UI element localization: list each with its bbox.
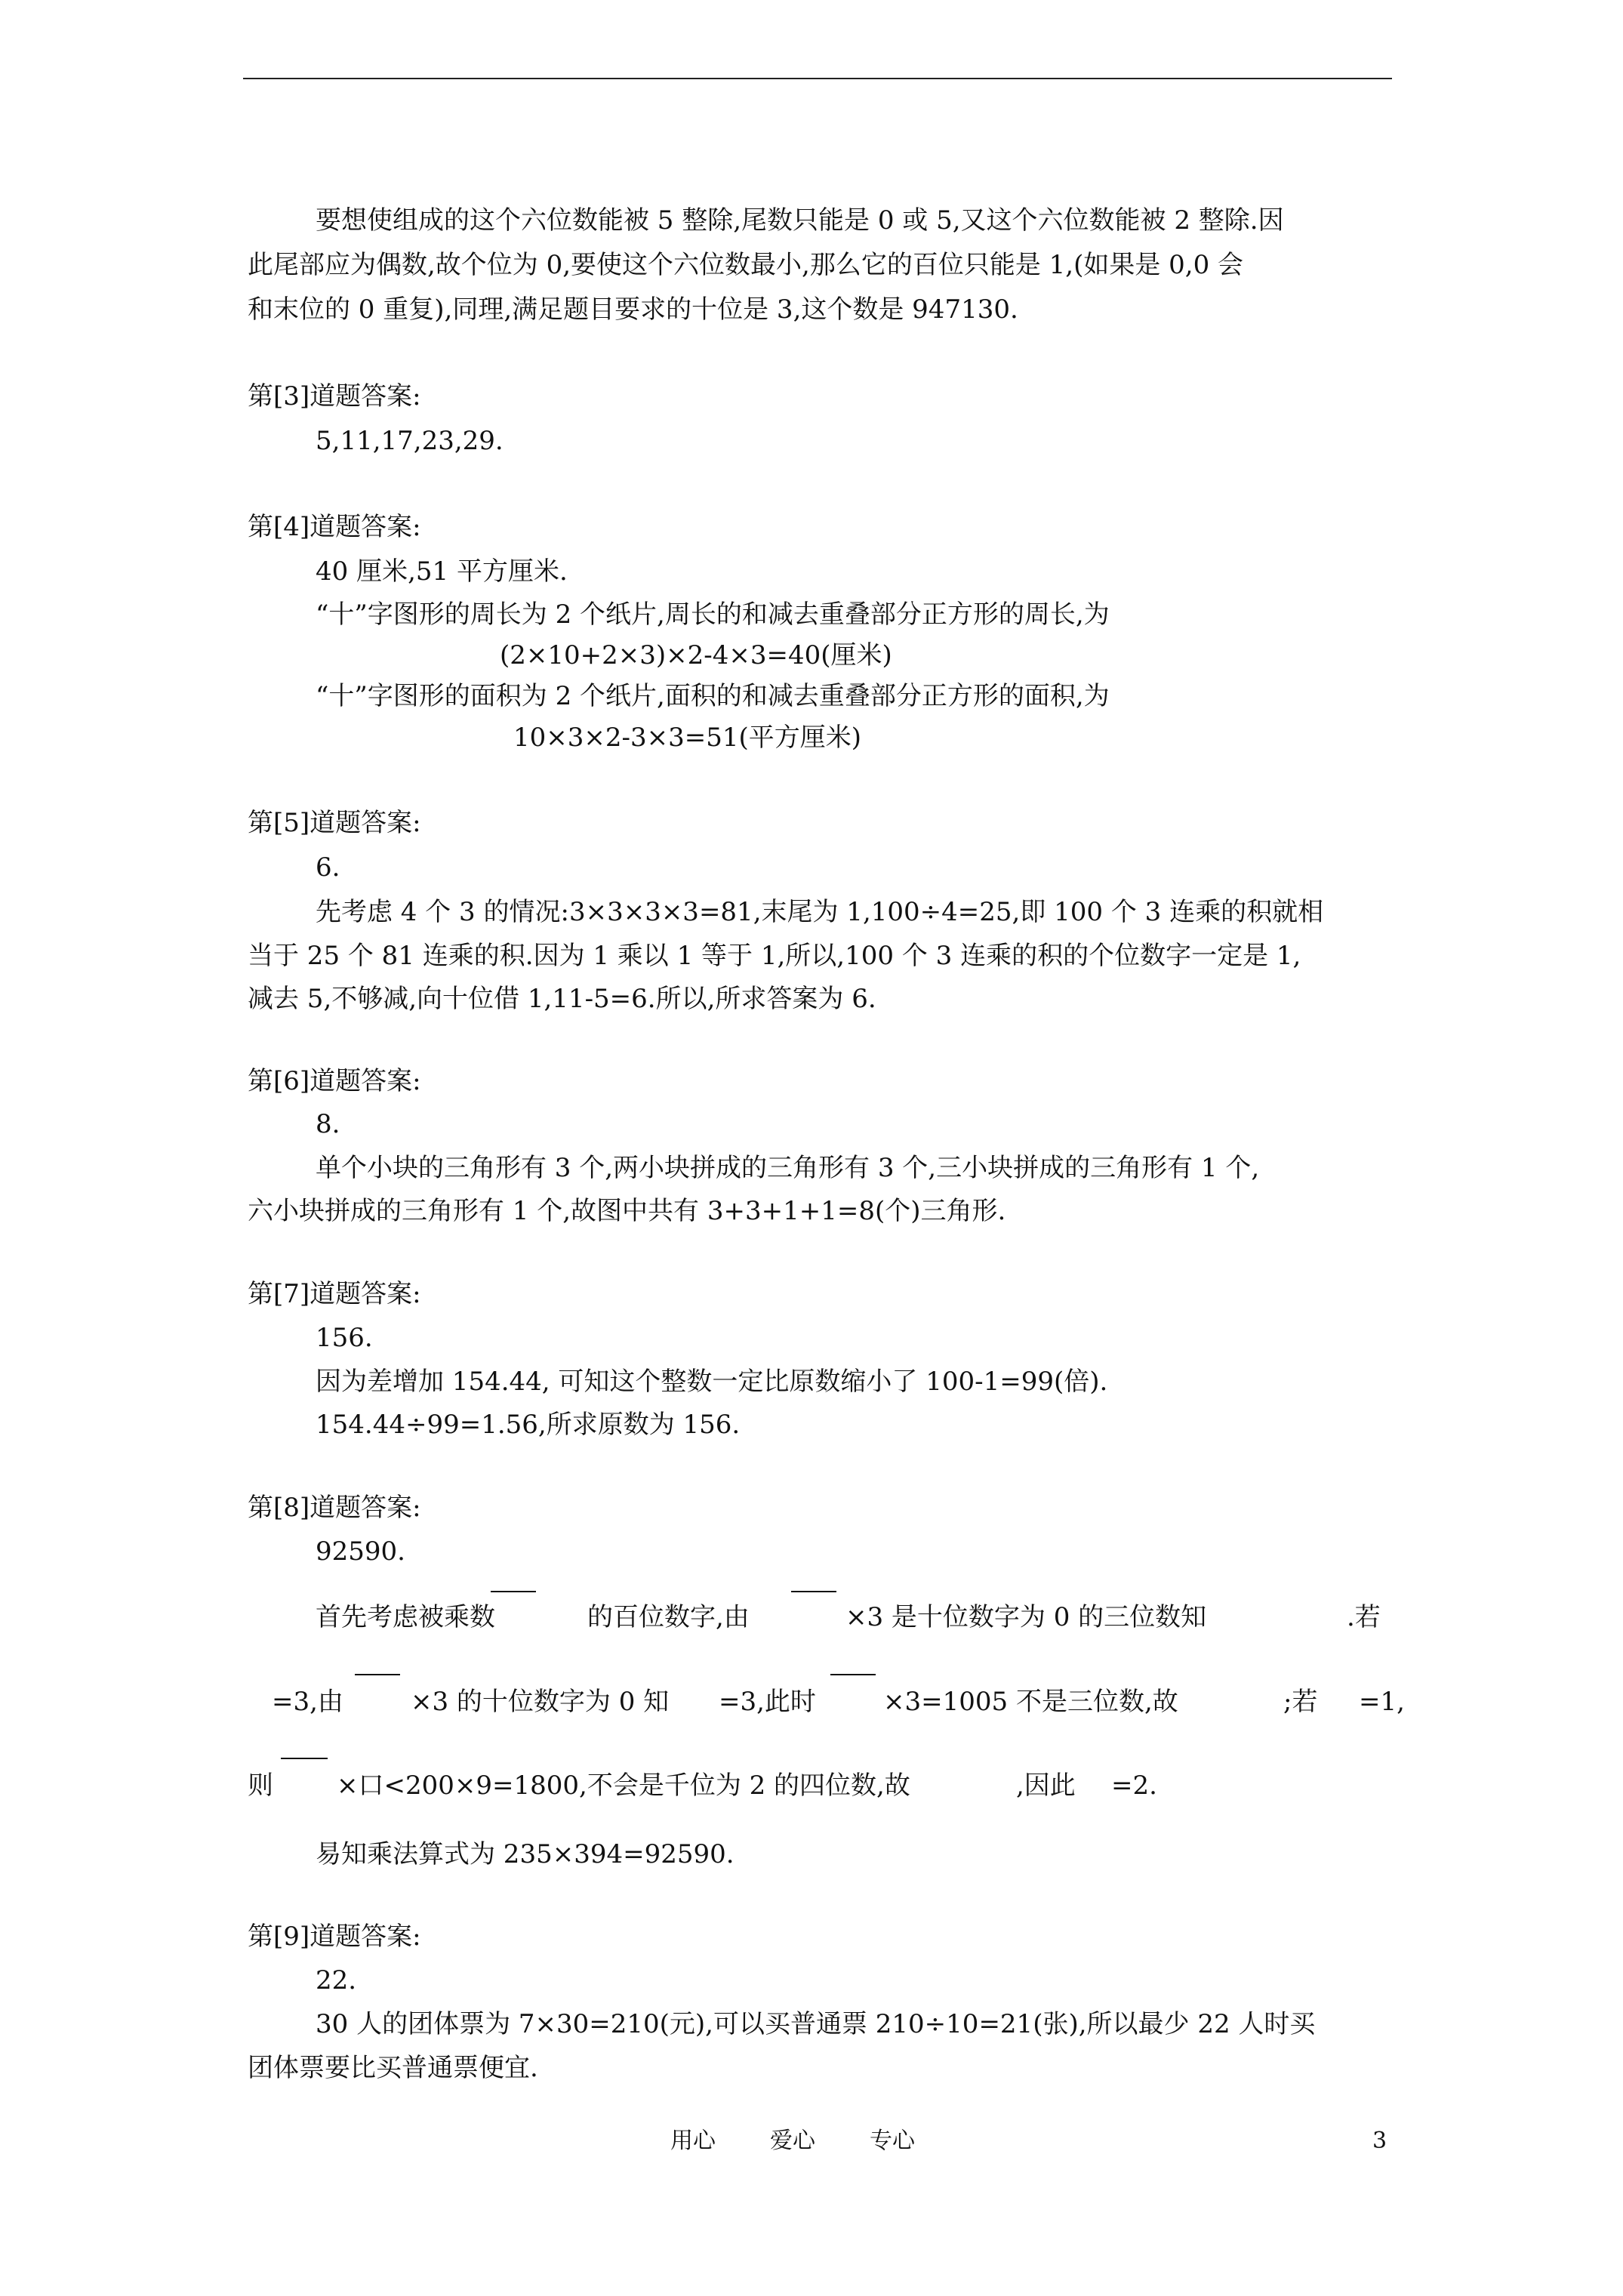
footer-motto-1: 用心	[670, 2128, 716, 2154]
q8-row2-f: =1,	[1359, 1687, 1405, 1717]
q5-line-1: 先考虑 4 个 3 的情况:3×3×3×3=81,末尾为 1,100÷4=25,即 100 个 3 连乘的积就相	[316, 897, 1324, 927]
q8-row3-c: ,因此	[1016, 1771, 1076, 1801]
q8-row2-e: ;若	[1283, 1687, 1318, 1717]
q3-heading: 第[3]道题答案:	[248, 381, 421, 411]
q7-answer: 156.	[316, 1323, 373, 1353]
q6-line-2: 六小块拼成的三角形有 1 个,故图中共有 3+3+1+1=8(个)三角形.	[248, 1196, 1006, 1226]
q4-line-1: “十”字图形的周长为 2 个纸片,周长的和减去重叠部分正方形的周长,为	[316, 599, 1110, 630]
q5-answer: 6.	[316, 852, 340, 883]
q5-line-3: 减去 5,不够减,向十位借 1,11-5=6.所以,所求答案为 6.	[248, 984, 876, 1014]
overline-blank	[791, 1591, 836, 1592]
q6-heading: 第[6]道题答案:	[248, 1066, 421, 1096]
q9-line-1: 30 人的团体票为 7×30=210(元),可以买普通票 210÷10=21(张),所以最少 22 人时买	[316, 2009, 1316, 2039]
header-rule	[243, 78, 1392, 79]
q9-heading: 第[9]道题答案:	[248, 1922, 421, 1952]
q8-row2-c: =3,此时	[719, 1687, 816, 1717]
q7-line-1: 因为差增加 154.44, 可知这个整数一定比原数缩小了 100-1=99(倍).	[316, 1367, 1108, 1397]
q4-formula-1: (2×10+2×3)×2-4×3=40(厘米)	[500, 640, 892, 670]
overline-blank	[281, 1758, 328, 1759]
q8-row3-a: 则	[248, 1771, 273, 1801]
q8-heading: 第[8]道题答案:	[248, 1493, 421, 1523]
footer-motto-3: 专心	[870, 2128, 915, 2154]
intro-line-1: 要想使组成的这个六位数能被 5 整除,尾数只能是 0 或 5,又这个六位数能被 2 整除.因	[316, 205, 1284, 236]
overline-blank	[355, 1674, 400, 1675]
q8-row2-a: =3,由	[272, 1687, 343, 1717]
q8-answer: 92590.	[316, 1536, 405, 1567]
q8-row1-c: ×3 是十位数字为 0 的三位数知	[845, 1602, 1207, 1632]
q8-row3-b: ×口<200×9=1800,不会是千位为 2 的四位数,故	[337, 1771, 910, 1801]
q4-line-2: “十”字图形的面积为 2 个纸片,面积的和减去重叠部分正方形的面积,为	[316, 681, 1110, 711]
q7-line-2: 154.44÷99=1.56,所求原数为 156.	[316, 1410, 741, 1440]
q9-line-2: 团体票要比买普通票便宜.	[248, 2053, 538, 2083]
q8-row1-a: 首先考虑被乘数	[316, 1602, 495, 1632]
q5-heading: 第[5]道题答案:	[248, 808, 421, 838]
q8-final: 易知乘法算式为 235×394=92590.	[316, 1839, 735, 1869]
q6-line-1: 单个小块的三角形有 3 个,两小块拼成的三角形有 3 个,三小块拼成的三角形有 1 个,	[316, 1153, 1260, 1183]
intro-line-2: 此尾部应为偶数,故个位为 0,要使这个六位数最小,那么它的百位只能是 1,(如果是 0,0 会	[248, 250, 1244, 280]
q9-answer: 22.	[316, 1965, 357, 1996]
q8-row1-d: .若	[1347, 1602, 1381, 1632]
overline-blank	[491, 1591, 536, 1592]
q5-line-2: 当于 25 个 81 连乘的积.因为 1 乘以 1 等于 1,所以,100 个 3 连乘的积的个位数字一定是 1,	[248, 941, 1301, 971]
q8-row3-d: =2.	[1111, 1771, 1157, 1801]
q6-answer: 8.	[316, 1109, 340, 1139]
footer-motto-2: 爱心	[770, 2128, 815, 2154]
q3-answer: 5,11,17,23,29.	[316, 426, 504, 456]
q8-row2-b: ×3 的十位数字为 0 知	[411, 1687, 670, 1717]
overline-blank	[830, 1674, 876, 1675]
intro-line-3: 和末位的 0 重复),同理,满足题目要求的十位是 3,这个数是 947130.	[248, 294, 1018, 325]
q7-heading: 第[7]道题答案:	[248, 1279, 421, 1309]
page-number: 3	[1372, 2128, 1387, 2154]
q4-heading: 第[4]道题答案:	[248, 512, 421, 542]
q8-row1-b: 的百位数字,由	[587, 1602, 750, 1632]
q8-row2-d: ×3=1005 不是三位数,故	[883, 1687, 1178, 1717]
q4-formula-2: 10×3×2-3×3=51(平方厘米)	[513, 723, 862, 753]
q4-answer: 40 厘米,51 平方厘米.	[316, 556, 568, 587]
